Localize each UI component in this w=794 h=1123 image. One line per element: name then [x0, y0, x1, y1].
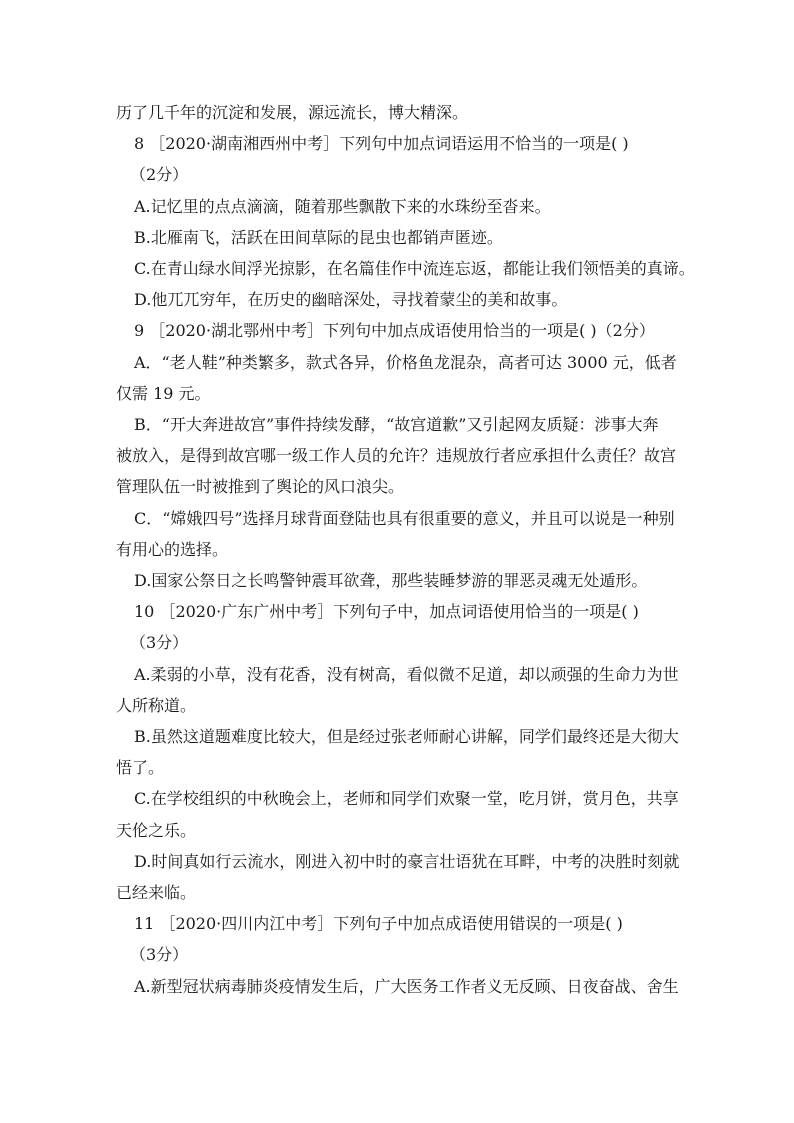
question-9-option-b-cont: 被放入，是得到故宫哪一级工作人员的允许？违规放行者应承担什么责任？故宫 [116, 446, 677, 465]
question-9-option-a-cont: 仅需 19 元。 [116, 384, 211, 403]
question-9-stem: 9 ［2020·湖北鄂州中考］下列句中加点成语使用恰当的一项是( )（2分） [134, 321, 655, 340]
text-line: 历了几千年的沉淀和发展，源远流长，博大精深。 [116, 103, 469, 122]
question-9-option-b-cont: 管理队伍一时被推到了舆论的风口浪尖。 [116, 477, 405, 496]
question-10-option-c-cont: 天伦之乐。 [116, 821, 197, 840]
question-10-stem: 10 ［2020·广东广州中考］下列句子中，加点词语使用恰当的一项是( ) [134, 602, 639, 621]
question-8-stem: 8 ［2020·湖南湘西州中考］下列句中加点词语运用不恰当的一项是( ) [134, 134, 629, 153]
question-9-option-a: A．“老人鞋”种类繁多，款式各异，价格鱼龙混杂，高者可达 3000 元，低者 [134, 353, 677, 372]
question-10-option-b-cont: 悟了。 [116, 758, 165, 777]
question-8-option-d: D.他兀兀穷年，在历史的幽暗深处，寻找着蒙尘的美和故事。 [134, 290, 568, 309]
question-11-stem: 11 ［2020·四川内江中考］下列句子中加点成语使用错误的一项是( ) [134, 914, 623, 933]
question-8-score: （2分） [130, 165, 189, 184]
question-10-option-a: A.柔弱的小草，没有花香，没有树高，看似微不足道，却以顽强的生命力为世 [134, 665, 679, 684]
question-8-option-b: B.北雁南飞，活跃在田间草际的昆虫也都销声匿迹。 [134, 228, 503, 247]
question-8-option-c: C.在青山绿水间浮光掠影，在名篇佳作中流连忘返，都能让我们领悟美的真谛。 [134, 259, 695, 278]
question-10-score: （3分） [130, 633, 189, 652]
question-8-option-a: A.记忆里的点点滴滴，随着那些飘散下来的水珠纷至沓来。 [134, 197, 551, 216]
question-9-option-c-cont: 有用心的选择。 [116, 540, 229, 559]
question-10-option-d: D.时间真如行云流水，刚进入初中时的豪言壮语犹在耳畔，中考的决胜时刻就 [134, 852, 680, 871]
question-9-option-d: D.国家公祭日之长鸣警钟震耳欲聋，那些装睡梦游的罪恶灵魂无处遁形。 [134, 571, 648, 590]
question-10-option-c: C.在学校组织的中秋晚会上，老师和同学们欢聚一堂，吃月饼，赏月色，共享 [134, 789, 679, 808]
question-10-option-b: B.虽然这道题难度比较大，但是经过张老师耐心讲解，同学们最终还是大彻大 [134, 727, 679, 746]
question-10-option-a-cont: 人所称道。 [116, 696, 197, 715]
question-10-option-d-cont: 已经来临。 [116, 883, 197, 902]
question-11-score: （3分） [130, 945, 189, 964]
question-9-option-c: C．“嫦娥四号”选择月球背面登陆也具有很重要的意义，并且可以说是一种别 [134, 509, 675, 528]
question-9-option-b: B．“开大奔进故宫”事件持续发酵，“故宫道歉”又引起网友质疑：涉事大奔 [134, 415, 659, 434]
question-11-option-a: A.新型冠状病毒肺炎疫情发生后，广大医务工作者义无反顾、日夜奋战、舍生 [134, 977, 679, 996]
